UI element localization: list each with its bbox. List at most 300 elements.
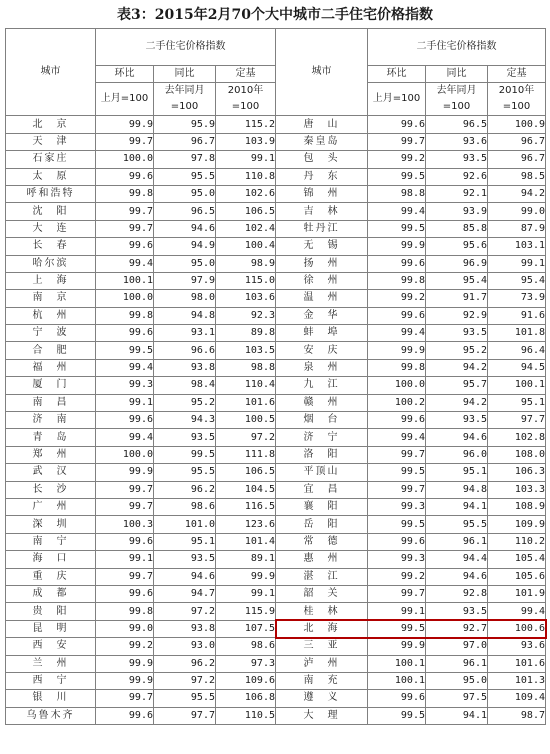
right-huanbi-cell: 99.9: [368, 238, 426, 255]
right-city-cell: 湛 江: [276, 568, 368, 585]
left-dingji-cell: 99.1: [216, 585, 276, 602]
right-tongbi-cell: 96.0: [426, 446, 488, 463]
left-dingji-cell: 101.4: [216, 533, 276, 550]
right-tongbi-cell: 95.6: [426, 238, 488, 255]
left-tongbi-cell: 94.8: [154, 307, 216, 324]
right-dingji-cell: 87.9: [488, 220, 546, 237]
left-huanbi-cell: 99.6: [96, 238, 154, 255]
left-dingji-cell: 115.0: [216, 272, 276, 289]
table-title: 表3：2015年2月70个大中城市二手住宅价格指数: [117, 7, 433, 23]
right-city-cell: 扬 州: [276, 255, 368, 272]
right-dingji-cell: 99.1: [488, 255, 546, 272]
left-huanbi-cell: 99.5: [96, 342, 154, 359]
table-row: [6, 464, 546, 481]
right-dingji-cell: 94.2: [488, 185, 546, 202]
right-tongbi-cell: 93.5: [426, 603, 488, 620]
left-tongbi-cell: 93.8: [154, 359, 216, 376]
left-tongbi-cell: 95.0: [154, 255, 216, 272]
right-huanbi-cell: 99.5: [368, 707, 426, 724]
table-row: [6, 168, 546, 185]
table-row: [6, 481, 546, 498]
left-city-cell: 南 京: [6, 290, 96, 307]
left-huanbi-cell: 99.7: [96, 220, 154, 237]
left-tongbi-cell: 97.9: [154, 272, 216, 289]
left-city-cell: 成 都: [6, 585, 96, 602]
left-city-cell: 深 圳: [6, 516, 96, 533]
left-tongbi-cell: 93.1: [154, 325, 216, 342]
right-tongbi-cell: 96.1: [426, 533, 488, 550]
table-row: [6, 568, 546, 585]
left-city-cell: 贵 阳: [6, 603, 96, 620]
right-tongbi-cell: 93.5: [426, 325, 488, 342]
right-dingji-cell: 94.5: [488, 359, 546, 376]
table-row: [6, 620, 546, 637]
right-tongbi-cell: 91.7: [426, 290, 488, 307]
right-tongbi-cell: 94.2: [426, 359, 488, 376]
left-city-cell: 厦 门: [6, 377, 96, 394]
right-city-cell: 洛 阳: [276, 446, 368, 463]
right-huanbi-cell: 99.3: [368, 498, 426, 515]
right-city-cell: 韶 关: [276, 585, 368, 602]
right-dingji-cell: 99.4: [488, 603, 546, 620]
right-city-cell: 烟 台: [276, 412, 368, 429]
left-dingji-cell: 106.5: [216, 464, 276, 481]
left-tongbi-cell: 93.5: [154, 551, 216, 568]
left-city-cell: 长 春: [6, 238, 96, 255]
right-dingji-cell: 103.1: [488, 238, 546, 255]
table-row: [6, 551, 546, 568]
right-city-cell: 秦皇岛: [276, 133, 368, 150]
right-tongbi-cell: 92.1: [426, 185, 488, 202]
right-huanbi-cell: 100.2: [368, 394, 426, 411]
left-dingji-cell: 103.9: [216, 133, 276, 150]
left-tongbi-cell: 93.0: [154, 638, 216, 655]
right-tongbi-cell: 96.1: [426, 655, 488, 672]
left-huanbi-cell: 100.0: [96, 446, 154, 463]
right-tongbi-cell: 94.6: [426, 429, 488, 446]
right-dingji-cell: 100.1: [488, 377, 546, 394]
left-dingji-cell: 97.3: [216, 655, 276, 672]
right-city-cell: 南 充: [276, 672, 368, 689]
right-city-cell: 金 华: [276, 307, 368, 324]
right-huanbi-cell: 99.4: [368, 203, 426, 220]
left-city-cell: 银 川: [6, 690, 96, 707]
right-city-cell: 北 海: [276, 620, 368, 637]
left-tongbi-cell: 94.3: [154, 412, 216, 429]
left-tongbi-cell: 94.7: [154, 585, 216, 602]
right-huanbi-cell: 99.9: [368, 342, 426, 359]
left-dingji-cell: 116.5: [216, 498, 276, 515]
right-city-cell: 惠 州: [276, 551, 368, 568]
right-city-cell: 岳 阳: [276, 516, 368, 533]
left-huanbi-cell: 100.3: [96, 516, 154, 533]
left-tongbi-cell: 98.4: [154, 377, 216, 394]
left-dingji-cell: 104.5: [216, 481, 276, 498]
table-row: [6, 203, 546, 220]
dingji-base-right: 2010年=100: [488, 83, 546, 116]
right-huanbi-cell: 99.6: [368, 533, 426, 550]
right-dingji-cell: 98.7: [488, 707, 546, 724]
right-huanbi-cell: 99.7: [368, 481, 426, 498]
right-city-cell: 徐 州: [276, 272, 368, 289]
right-huanbi-cell: 99.7: [368, 133, 426, 150]
right-dingji-cell: 102.8: [488, 429, 546, 446]
left-city-cell: 太 原: [6, 168, 96, 185]
right-tongbi-cell: 92.9: [426, 307, 488, 324]
right-city-cell: 宜 昌: [276, 481, 368, 498]
left-city-cell: 哈尔滨: [6, 255, 96, 272]
right-tongbi-cell: 97.0: [426, 638, 488, 655]
right-huanbi-cell: 99.1: [368, 603, 426, 620]
right-huanbi-cell: 99.8: [368, 359, 426, 376]
right-city-cell: 包 头: [276, 151, 368, 168]
left-tongbi-cell: 93.5: [154, 429, 216, 446]
table-row: [6, 377, 546, 394]
right-huanbi-cell: 100.0: [368, 377, 426, 394]
left-city-cell: 杭 州: [6, 307, 96, 324]
right-huanbi-cell: 99.6: [368, 307, 426, 324]
left-huanbi-cell: 99.9: [96, 116, 154, 133]
left-city-cell: 济 南: [6, 412, 96, 429]
right-tongbi-cell: 94.8: [426, 481, 488, 498]
right-city-cell: 唐 山: [276, 116, 368, 133]
right-dingji-cell: 100.9: [488, 116, 546, 133]
right-city-cell: 平顶山: [276, 464, 368, 481]
left-dingji-cell: 102.4: [216, 220, 276, 237]
left-city-cell: 西 安: [6, 638, 96, 655]
left-tongbi-cell: 96.2: [154, 481, 216, 498]
left-dingji-cell: 100.4: [216, 238, 276, 255]
right-tongbi-cell: 94.4: [426, 551, 488, 568]
right-city-cell: 蚌 埠: [276, 325, 368, 342]
left-dingji-cell: 101.6: [216, 394, 276, 411]
left-tongbi-cell: 97.2: [154, 603, 216, 620]
right-huanbi-cell: 99.5: [368, 620, 426, 637]
right-tongbi-cell: 95.7: [426, 377, 488, 394]
left-tongbi-cell: 99.5: [154, 446, 216, 463]
left-city-cell: 重 庆: [6, 568, 96, 585]
city-header-right: 城市: [276, 29, 368, 116]
right-huanbi-cell: 99.6: [368, 412, 426, 429]
left-city-cell: 天 津: [6, 133, 96, 150]
right-huanbi-cell: 99.7: [368, 446, 426, 463]
left-tongbi-cell: 94.9: [154, 238, 216, 255]
left-dingji-cell: 103.6: [216, 290, 276, 307]
left-huanbi-cell: 99.7: [96, 568, 154, 585]
left-dingji-cell: 89.1: [216, 551, 276, 568]
right-huanbi-cell: 99.2: [368, 151, 426, 168]
table-row: [6, 585, 546, 602]
left-dingji-cell: 97.2: [216, 429, 276, 446]
left-huanbi-cell: 99.8: [96, 185, 154, 202]
table-row: [6, 603, 546, 620]
table-row: [6, 342, 546, 359]
table-row: [6, 325, 546, 342]
right-huanbi-cell: 100.1: [368, 655, 426, 672]
right-dingji-cell: 101.8: [488, 325, 546, 342]
right-city-cell: 吉 林: [276, 203, 368, 220]
right-city-cell: 泸 州: [276, 655, 368, 672]
right-tongbi-cell: 92.8: [426, 585, 488, 602]
tongbi-header-right: 同比: [426, 66, 488, 83]
left-dingji-cell: 109.6: [216, 672, 276, 689]
table-row: [6, 238, 546, 255]
right-dingji-cell: 100.6: [488, 620, 546, 637]
right-city-cell: 温 州: [276, 290, 368, 307]
left-dingji-cell: 102.6: [216, 185, 276, 202]
left-dingji-cell: 115.9: [216, 603, 276, 620]
left-dingji-cell: 107.5: [216, 620, 276, 637]
right-dingji-cell: 95.1: [488, 394, 546, 411]
right-city-cell: 赣 州: [276, 394, 368, 411]
left-city-cell: 海 口: [6, 551, 96, 568]
table-row: [6, 151, 546, 168]
left-city-cell: 昆 明: [6, 620, 96, 637]
right-tongbi-cell: 95.0: [426, 672, 488, 689]
left-huanbi-cell: 99.8: [96, 307, 154, 324]
left-tongbi-cell: 97.8: [154, 151, 216, 168]
left-huanbi-cell: 99.4: [96, 429, 154, 446]
left-huanbi-cell: 99.4: [96, 255, 154, 272]
huanbi-base-right: 上月=100: [368, 83, 426, 116]
left-city-cell: 北 京: [6, 116, 96, 133]
left-huanbi-cell: 99.0: [96, 620, 154, 637]
right-dingji-cell: 91.6: [488, 307, 546, 324]
left-dingji-cell: 115.2: [216, 116, 276, 133]
table-row: [6, 255, 546, 272]
left-dingji-cell: 110.8: [216, 168, 276, 185]
table-row: [6, 185, 546, 202]
left-huanbi-cell: 99.4: [96, 359, 154, 376]
left-city-cell: 上 海: [6, 272, 96, 289]
table-row: [6, 690, 546, 707]
right-dingji-cell: 105.6: [488, 568, 546, 585]
left-city-cell: 宁 波: [6, 325, 96, 342]
right-city-cell: 牡丹江: [276, 220, 368, 237]
right-tongbi-cell: 94.6: [426, 568, 488, 585]
table-row: [6, 446, 546, 463]
left-city-cell: 青 岛: [6, 429, 96, 446]
left-city-cell: 福 州: [6, 359, 96, 376]
left-huanbi-cell: 99.9: [96, 464, 154, 481]
right-huanbi-cell: 99.5: [368, 220, 426, 237]
right-dingji-cell: 101.6: [488, 655, 546, 672]
left-tongbi-cell: 98.6: [154, 498, 216, 515]
table-row: [6, 290, 546, 307]
table-row: [6, 272, 546, 289]
right-dingji-cell: 98.5: [488, 168, 546, 185]
right-dingji-cell: 109.4: [488, 690, 546, 707]
left-tongbi-cell: 95.9: [154, 116, 216, 133]
left-dingji-cell: 99.9: [216, 568, 276, 585]
right-city-cell: 桂 林: [276, 603, 368, 620]
left-huanbi-cell: 99.9: [96, 672, 154, 689]
right-tongbi-cell: 96.5: [426, 116, 488, 133]
left-tongbi-cell: 95.5: [154, 690, 216, 707]
left-dingji-cell: 110.5: [216, 707, 276, 724]
right-huanbi-cell: 99.5: [368, 464, 426, 481]
left-tongbi-cell: 94.6: [154, 568, 216, 585]
right-city-cell: 九 江: [276, 377, 368, 394]
right-dingji-cell: 108.0: [488, 446, 546, 463]
left-city-cell: 长 沙: [6, 481, 96, 498]
left-huanbi-cell: 100.1: [96, 272, 154, 289]
right-city-cell: 常 德: [276, 533, 368, 550]
left-city-cell: 西 宁: [6, 672, 96, 689]
table-row: [6, 307, 546, 324]
right-dingji-cell: 101.9: [488, 585, 546, 602]
right-huanbi-cell: 99.7: [368, 585, 426, 602]
left-city-cell: 南 昌: [6, 394, 96, 411]
right-city-cell: 大 理: [276, 707, 368, 724]
right-dingji-cell: 108.9: [488, 498, 546, 515]
left-city-cell: 南 宁: [6, 533, 96, 550]
left-huanbi-cell: 99.6: [96, 168, 154, 185]
left-tongbi-cell: 96.5: [154, 203, 216, 220]
left-huanbi-cell: 99.1: [96, 551, 154, 568]
left-dingji-cell: 123.6: [216, 516, 276, 533]
left-huanbi-cell: 99.7: [96, 481, 154, 498]
right-huanbi-cell: 99.4: [368, 325, 426, 342]
left-tongbi-cell: 94.6: [154, 220, 216, 237]
right-city-cell: 泉 州: [276, 359, 368, 376]
right-huanbi-cell: 99.6: [368, 116, 426, 133]
left-city-cell: 大 连: [6, 220, 96, 237]
table-row: [6, 429, 546, 446]
left-huanbi-cell: 99.6: [96, 325, 154, 342]
right-city-cell: 襄 阳: [276, 498, 368, 515]
left-city-cell: 兰 州: [6, 655, 96, 672]
right-tongbi-cell: 93.9: [426, 203, 488, 220]
left-huanbi-cell: 99.2: [96, 638, 154, 655]
left-dingji-cell: 98.8: [216, 359, 276, 376]
index-group-header-left: 二手住宅价格指数: [96, 29, 276, 66]
right-dingji-cell: 103.3: [488, 481, 546, 498]
table-row: [6, 655, 546, 672]
left-dingji-cell: 100.5: [216, 412, 276, 429]
right-dingji-cell: 106.3: [488, 464, 546, 481]
price-index-table: [5, 28, 546, 725]
table-row: [6, 412, 546, 429]
right-tongbi-cell: 94.1: [426, 707, 488, 724]
left-city-cell: 武 汉: [6, 464, 96, 481]
right-tongbi-cell: 85.8: [426, 220, 488, 237]
right-dingji-cell: 96.7: [488, 133, 546, 150]
left-huanbi-cell: 99.7: [96, 498, 154, 515]
left-huanbi-cell: 100.0: [96, 151, 154, 168]
right-tongbi-cell: 95.5: [426, 516, 488, 533]
left-huanbi-cell: 99.9: [96, 655, 154, 672]
right-dingji-cell: 105.4: [488, 551, 546, 568]
left-tongbi-cell: 95.5: [154, 168, 216, 185]
left-huanbi-cell: 99.6: [96, 585, 154, 602]
left-huanbi-cell: 99.7: [96, 133, 154, 150]
left-city-cell: 合 肥: [6, 342, 96, 359]
left-city-cell: 沈 阳: [6, 203, 96, 220]
tongbi-header-left: 同比: [154, 66, 216, 83]
left-dingji-cell: 98.6: [216, 638, 276, 655]
left-dingji-cell: 106.8: [216, 690, 276, 707]
right-tongbi-cell: 97.5: [426, 690, 488, 707]
table-body: [6, 116, 546, 725]
right-huanbi-cell: 98.8: [368, 185, 426, 202]
right-huanbi-cell: 99.4: [368, 429, 426, 446]
table-row: [6, 672, 546, 689]
left-tongbi-cell: 93.8: [154, 620, 216, 637]
left-tongbi-cell: 97.7: [154, 707, 216, 724]
right-huanbi-cell: 99.6: [368, 255, 426, 272]
left-tongbi-cell: 96.2: [154, 655, 216, 672]
right-tongbi-cell: 94.1: [426, 498, 488, 515]
left-huanbi-cell: 100.0: [96, 290, 154, 307]
right-dingji-cell: 93.6: [488, 638, 546, 655]
right-dingji-cell: 96.7: [488, 151, 546, 168]
right-huanbi-cell: 99.3: [368, 551, 426, 568]
right-dingji-cell: 109.9: [488, 516, 546, 533]
left-city-cell: 呼和浩特: [6, 185, 96, 202]
huanbi-header-left: 环比: [96, 66, 154, 83]
dingji-header-left: 定基: [216, 66, 276, 83]
tongbi-base-left: 去年同月=100: [154, 83, 216, 116]
table-row: [6, 220, 546, 237]
right-tongbi-cell: 96.9: [426, 255, 488, 272]
right-tongbi-cell: 93.5: [426, 412, 488, 429]
left-tongbi-cell: 95.0: [154, 185, 216, 202]
right-huanbi-cell: 99.8: [368, 272, 426, 289]
left-city-cell: 广 州: [6, 498, 96, 515]
left-huanbi-cell: 99.8: [96, 603, 154, 620]
right-tongbi-cell: 92.6: [426, 168, 488, 185]
left-city-cell: 石家庄: [6, 151, 96, 168]
right-dingji-cell: 99.0: [488, 203, 546, 220]
left-tongbi-cell: 96.7: [154, 133, 216, 150]
right-tongbi-cell: 95.1: [426, 464, 488, 481]
right-tongbi-cell: 93.5: [426, 151, 488, 168]
right-huanbi-cell: 99.6: [368, 690, 426, 707]
table-row: [6, 533, 546, 550]
right-huanbi-cell: 99.2: [368, 290, 426, 307]
right-city-cell: 三 亚: [276, 638, 368, 655]
table-row: [6, 516, 546, 533]
tongbi-base-right: 去年同月=100: [426, 83, 488, 116]
index-group-header-right: 二手住宅价格指数: [368, 29, 546, 66]
table-row: [6, 116, 546, 133]
left-dingji-cell: 106.5: [216, 203, 276, 220]
left-tongbi-cell: 95.5: [154, 464, 216, 481]
right-city-cell: 济 宁: [276, 429, 368, 446]
right-tongbi-cell: 95.4: [426, 272, 488, 289]
right-huanbi-cell: 99.5: [368, 168, 426, 185]
price-index-table-wrapper: [0, 28, 550, 725]
right-dingji-cell: 110.2: [488, 533, 546, 550]
right-huanbi-cell: 99.2: [368, 568, 426, 585]
right-city-cell: 锦 州: [276, 185, 368, 202]
right-huanbi-cell: 99.9: [368, 638, 426, 655]
left-huanbi-cell: 99.1: [96, 394, 154, 411]
left-tongbi-cell: 98.0: [154, 290, 216, 307]
right-dingji-cell: 101.3: [488, 672, 546, 689]
left-huanbi-cell: 99.6: [96, 707, 154, 724]
left-tongbi-cell: 97.2: [154, 672, 216, 689]
city-header-left: 城市: [6, 29, 96, 116]
right-dingji-cell: 95.4: [488, 272, 546, 289]
right-tongbi-cell: 93.6: [426, 133, 488, 150]
left-tongbi-cell: 95.1: [154, 533, 216, 550]
left-tongbi-cell: 95.2: [154, 394, 216, 411]
left-tongbi-cell: 101.0: [154, 516, 216, 533]
right-dingji-cell: 73.9: [488, 290, 546, 307]
right-city-cell: 丹 东: [276, 168, 368, 185]
